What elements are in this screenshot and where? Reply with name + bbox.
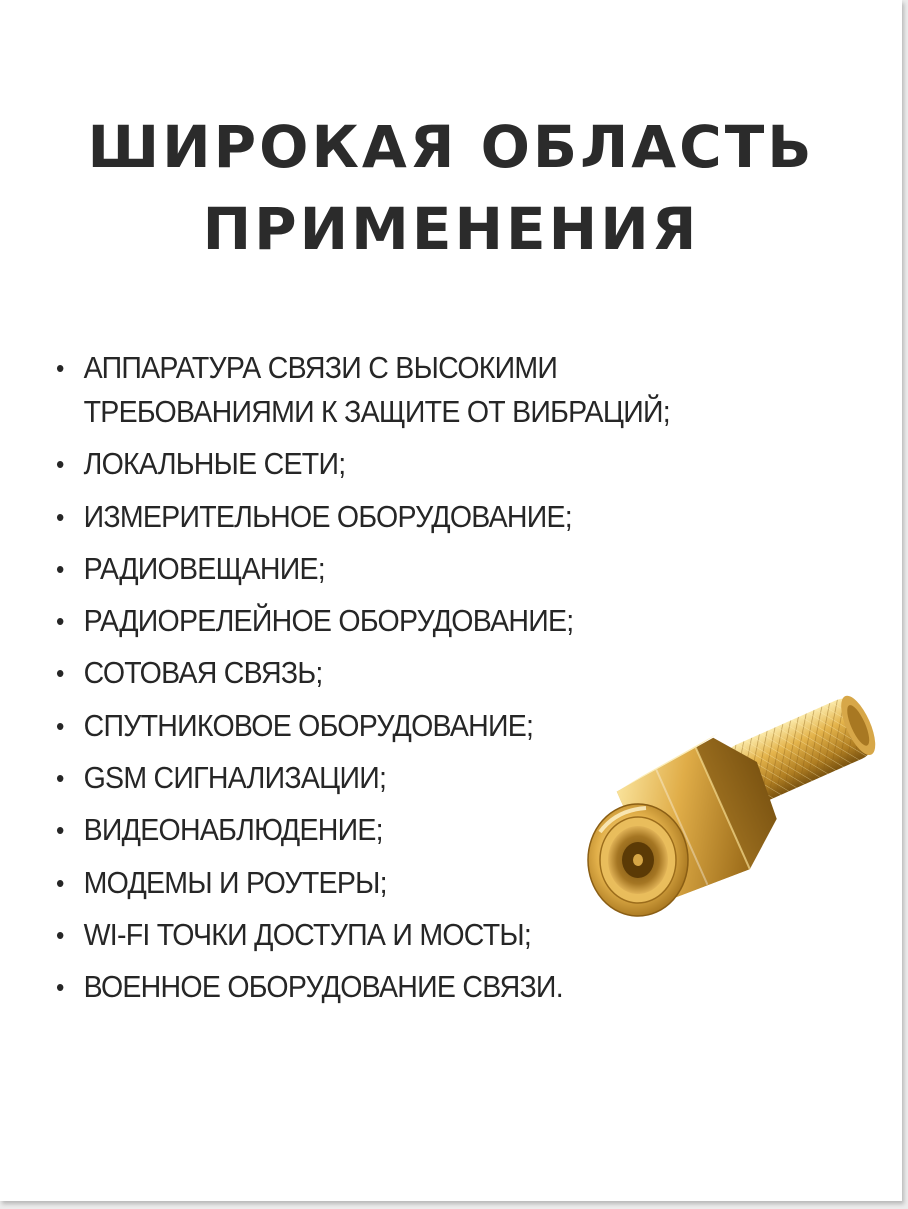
list-item-text: ИЗМЕРИТЕЛЬНОЕ ОБОРУДОВАНИЕ; bbox=[83, 498, 573, 534]
page-title-line-1: ШИРОКАЯ ОБЛАСТЬ bbox=[87, 113, 815, 181]
bullet-icon: • bbox=[56, 763, 64, 794]
bullet-icon: • bbox=[56, 815, 64, 846]
list-item bbox=[56, 599, 670, 643]
list-item-text: МОДЕМЫ И РОУТЕРЫ; bbox=[83, 864, 387, 900]
bullet-icon: • bbox=[56, 449, 64, 480]
list-item-text: WI-FI ТОЧКИ ДОСТУПА И МОСТЫ; bbox=[83, 916, 532, 952]
bullet-icon: • bbox=[56, 972, 64, 1003]
bullet-icon: • bbox=[56, 501, 64, 532]
bullet-icon: • bbox=[56, 710, 64, 741]
list-item bbox=[56, 651, 670, 695]
list-item-text: ВОЕННОЕ ОБОРУДОВАНИЕ СВЯЗИ. bbox=[83, 969, 563, 1005]
list-item-text: ВИДЕОНАБЛЮДЕНИЕ; bbox=[83, 812, 383, 848]
list-item bbox=[56, 547, 670, 591]
page-title bbox=[0, 106, 902, 270]
list-item bbox=[56, 346, 670, 434]
list-item-text: РАДИОВЕЩАНИЕ; bbox=[83, 550, 325, 586]
bullet-icon: • bbox=[56, 919, 64, 950]
bullet-icon: • bbox=[56, 606, 64, 637]
bullet-icon: • bbox=[56, 658, 64, 689]
list-item bbox=[56, 442, 670, 486]
list-item-text: СПУТНИКОВОЕ ОБОРУДОВАНИЕ; bbox=[83, 707, 534, 743]
list-item-text: СОТОВАЯ СВЯЗЬ; bbox=[83, 655, 323, 691]
bullet-icon: • bbox=[56, 553, 64, 584]
list-item bbox=[56, 965, 670, 1009]
list-item-text: ЛОКАЛЬНЫЕ СЕТИ; bbox=[83, 446, 346, 482]
list-item-text: GSM СИГНАЛИЗАЦИИ; bbox=[83, 760, 387, 796]
list-item-text: АППАРАТУРА СВЯЗИ С ВЫСОКИМИ bbox=[83, 350, 558, 385]
list-item-text: РАДИОРЕЛЕЙНОЕ ОБОРУДОВАНИЕ; bbox=[83, 603, 574, 639]
list-item-text-continued: ТРЕБОВАНИЯМИ К ЗАЩИТЕ ОТ ВИБРАЦИЙ; bbox=[83, 394, 670, 429]
bullet-icon: • bbox=[56, 867, 64, 898]
sma-connector-icon bbox=[576, 692, 876, 924]
bullet-icon: • bbox=[56, 353, 64, 383]
list-item bbox=[56, 495, 670, 539]
page-title-line-2: ПРИМЕНЕНИЯ bbox=[202, 195, 700, 263]
